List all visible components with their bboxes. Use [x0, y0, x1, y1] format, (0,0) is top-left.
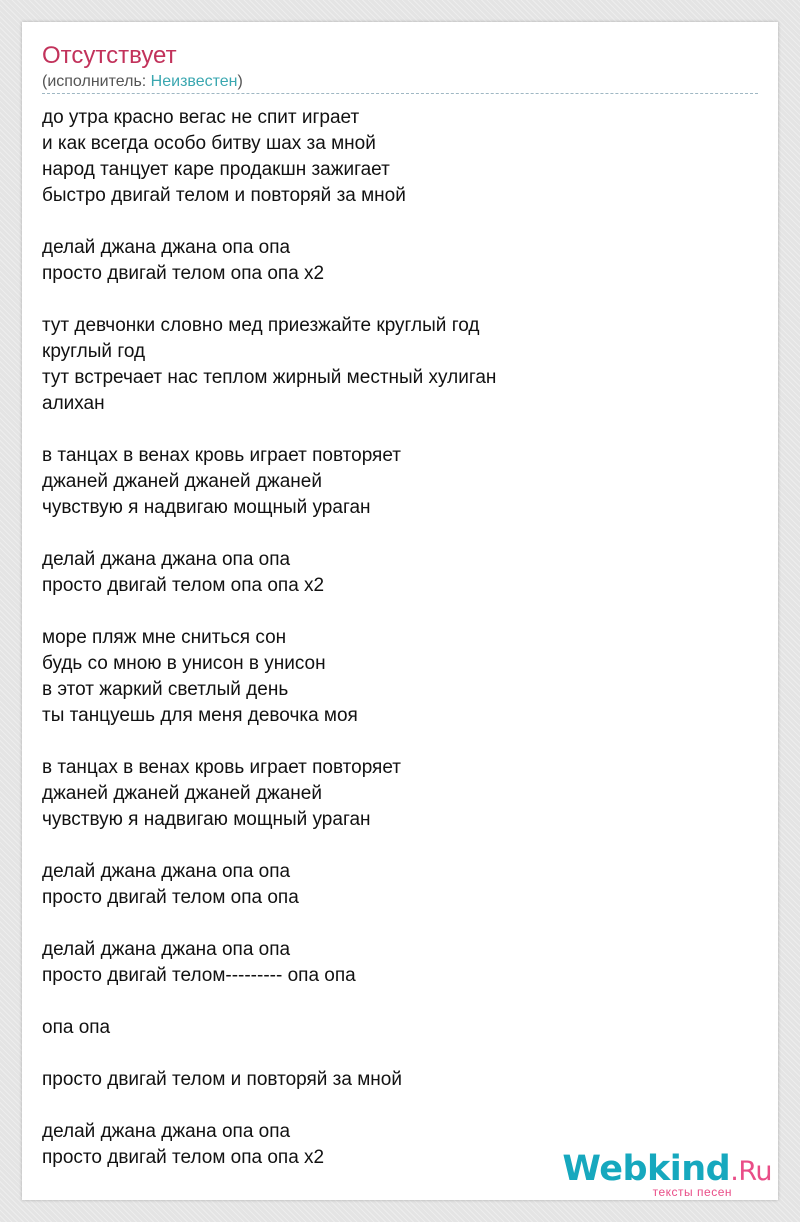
lyrics-line: просто двигай телом опа опа х2 [42, 263, 325, 284]
lyrics-page [22, 22, 778, 1200]
lyrics-line: быстро двигай телом и повторяй за мной [42, 185, 406, 206]
lyrics-line: делай джана джана опа опа [42, 861, 291, 882]
lyrics-line: и как всегда особо битву шах за мной [42, 133, 376, 154]
lyrics-line: в танцах в венах кровь играет повторяет [42, 757, 401, 778]
lyrics-line: делай джана джана опа опа [42, 1121, 291, 1142]
lyrics-blank-line [42, 1093, 496, 1119]
lyrics-line: просто двигай телом опа опа х2 [42, 575, 325, 596]
lyrics-line: опа опа [42, 1017, 111, 1038]
lyrics-blank-line [42, 833, 496, 859]
lyrics-line: джаней джаней джаней джаней [42, 783, 322, 804]
artist-prefix: (исполнитель: [42, 73, 151, 90]
logo-domain-text: .Ru [730, 1156, 772, 1187]
lyrics-blank-line [42, 729, 496, 755]
lyrics-line: делай джана джана опа опа [42, 939, 291, 960]
lyrics-blank-line [42, 521, 496, 547]
lyrics-blank-line [42, 209, 496, 235]
lyrics-line: тут встречает нас теплом жирный местный хулиган [42, 367, 497, 388]
lyrics-line: джаней джаней джаней джаней [42, 471, 322, 492]
lyrics-line: народ танцует каре продакшн зажигает [42, 159, 390, 180]
dashed-divider [42, 93, 758, 94]
lyrics-line: тут девчонки словно мед приезжайте круглый год [42, 315, 480, 336]
lyrics-line: в этот жаркий светлый день [42, 679, 289, 700]
lyrics-line: море пляж мне сниться сон [42, 627, 287, 648]
lyrics-line: делай джана джана опа опа [42, 549, 291, 570]
lyrics-blank-line [42, 911, 496, 937]
lyrics-line: будь со мною в унисон в унисон [42, 653, 326, 674]
artist-suffix: ) [237, 73, 243, 90]
lyrics-blank-line [42, 1041, 496, 1067]
lyrics-line: чувствую я надвигаю мощный ураган [42, 497, 371, 518]
lyrics-blank-line [42, 287, 496, 313]
lyrics-line: делай джана джана опа опа [42, 237, 291, 258]
webkind-logo[interactable] [562, 1150, 772, 1198]
lyrics-line: до утра красно вегас не спит играет [42, 107, 360, 128]
lyrics-blank-line [42, 989, 496, 1015]
lyrics-line: просто двигай телом опа опа [42, 887, 299, 908]
lyrics-text [42, 105, 496, 1171]
artist-link[interactable]: Неизвестен [150, 73, 238, 90]
lyrics-blank-line [42, 599, 496, 625]
lyrics-blank-line [42, 417, 496, 443]
lyrics-line: просто двигай телом--------- опа опа [42, 965, 356, 986]
lyrics-line: просто двигай телом и повторяй за мной [42, 1069, 402, 1090]
lyrics-line: просто двигай телом опа опа х2 [42, 1147, 325, 1168]
logo-tagline: тексты песен [652, 1185, 732, 1199]
logo-main-text: Webkind [562, 1149, 731, 1189]
lyrics-line: алихан [42, 393, 105, 414]
lyrics-line: ты танцуешь для меня девочка моя [42, 705, 358, 726]
lyrics-line: круглый год [42, 341, 146, 362]
artist-line [42, 72, 243, 92]
lyrics-line: в танцах в венах кровь играет повторяет [42, 445, 401, 466]
song-title: Отсутствует [42, 42, 177, 69]
lyrics-line: чувствую я надвигаю мощный ураган [42, 809, 371, 830]
